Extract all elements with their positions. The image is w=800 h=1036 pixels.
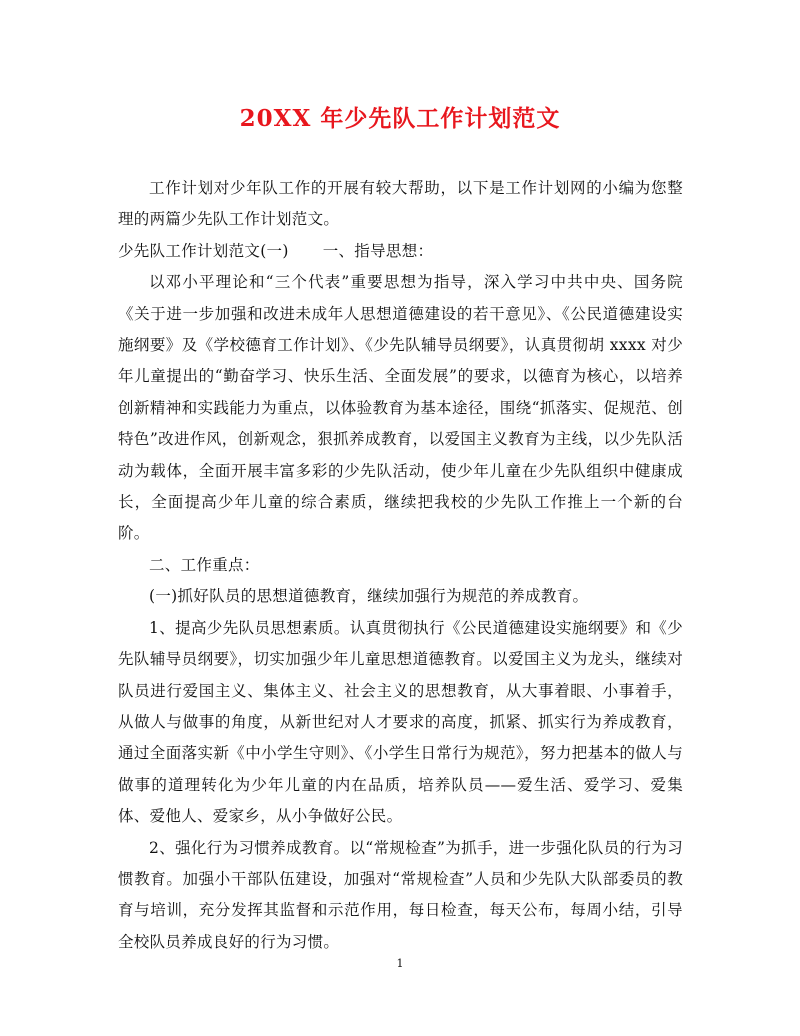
document-body — [118, 173, 683, 958]
heading-work-focus: 二、工作重点： — [149, 555, 260, 574]
heading-guiding-ideology: 一、指导思想： — [322, 241, 434, 260]
document-title: 20XX 年少先队工作计划范文 — [239, 105, 561, 132]
section-label: 少先队工作计划范文(一) — [118, 241, 289, 260]
section-heading-line — [118, 236, 683, 267]
list-item-1: 1、提高少先队员思想素质。认真贯彻执行《公民道德建设实施纲要》和《少先队辅导员纲要》，切实加强少年儿童思想道德教育。以爱国主义为龙头，继续对队员进行爱国主义、集体主义、社会主义的思想教育，从大事着眼、小事着手，从做人与做事的角度，从新世纪对人才要求的高度，抓紧、抓实行为养成教育，通过全面落实新《中小学生守则》、《小学生日常行为规范》，努力把基本的做人与做事的道理转化为少年儿童的内在品质，培养队员——爱生活、爱学习、爱集体、爱他人、爱家乡，从小争做好公民。 — [118, 618, 683, 826]
guiding-ideology-paragraph: 以邓小平理论和“三个代表”重要思想为指导，深入学习中共中央、国务院《关于进一步加强和改进未成年人思想道德建设的若干意见》、《公民道德建设实施纲要》及《学校德育工作计划》、《少先队辅导员纲要》，认真贯彻胡 xxxx 对少年儿童提出的“勤奋学习、快乐生活、全面发展”的要求，以德育为核心，以培养创新精神和实践能力为重点，以体验教育为基本途径，围绕“抓落实、促规范、创特色”改进作风，创新观念，狠抓养成教育，以爱国主义教育为主线，以少先队活动为载体，全面开展丰富多彩的少先队活动，使少年儿童在少先队组织中健康成长，全面提高少年儿童的综合素质，继续把我校的少先队工作推上一个新的台阶。 — [118, 273, 683, 543]
subheading-moral-education: (一)抓好队员的思想道德教育，继续加强行为规范的养成教育。 — [149, 587, 589, 606]
page-number: 1 — [396, 957, 404, 970]
list-item-2: 2、强化行为习惯养成教育。以“常规检查”为抓手，进一步强化队员的行为习惯教育。加强小干部队伍建设，加强对“常规检查”人员和少先队大队部委员的教育与培训，充分发挥其监督和示范作用，每日检查，每天公布，每周小结，引导全校队员养成良好的行为习惯。 — [118, 838, 683, 951]
intro-paragraph: 工作计划对少年队工作的开展有较大帮助，以下是工作计划网的小编为您整理的两篇少先队工作计划范文。 — [118, 179, 683, 229]
